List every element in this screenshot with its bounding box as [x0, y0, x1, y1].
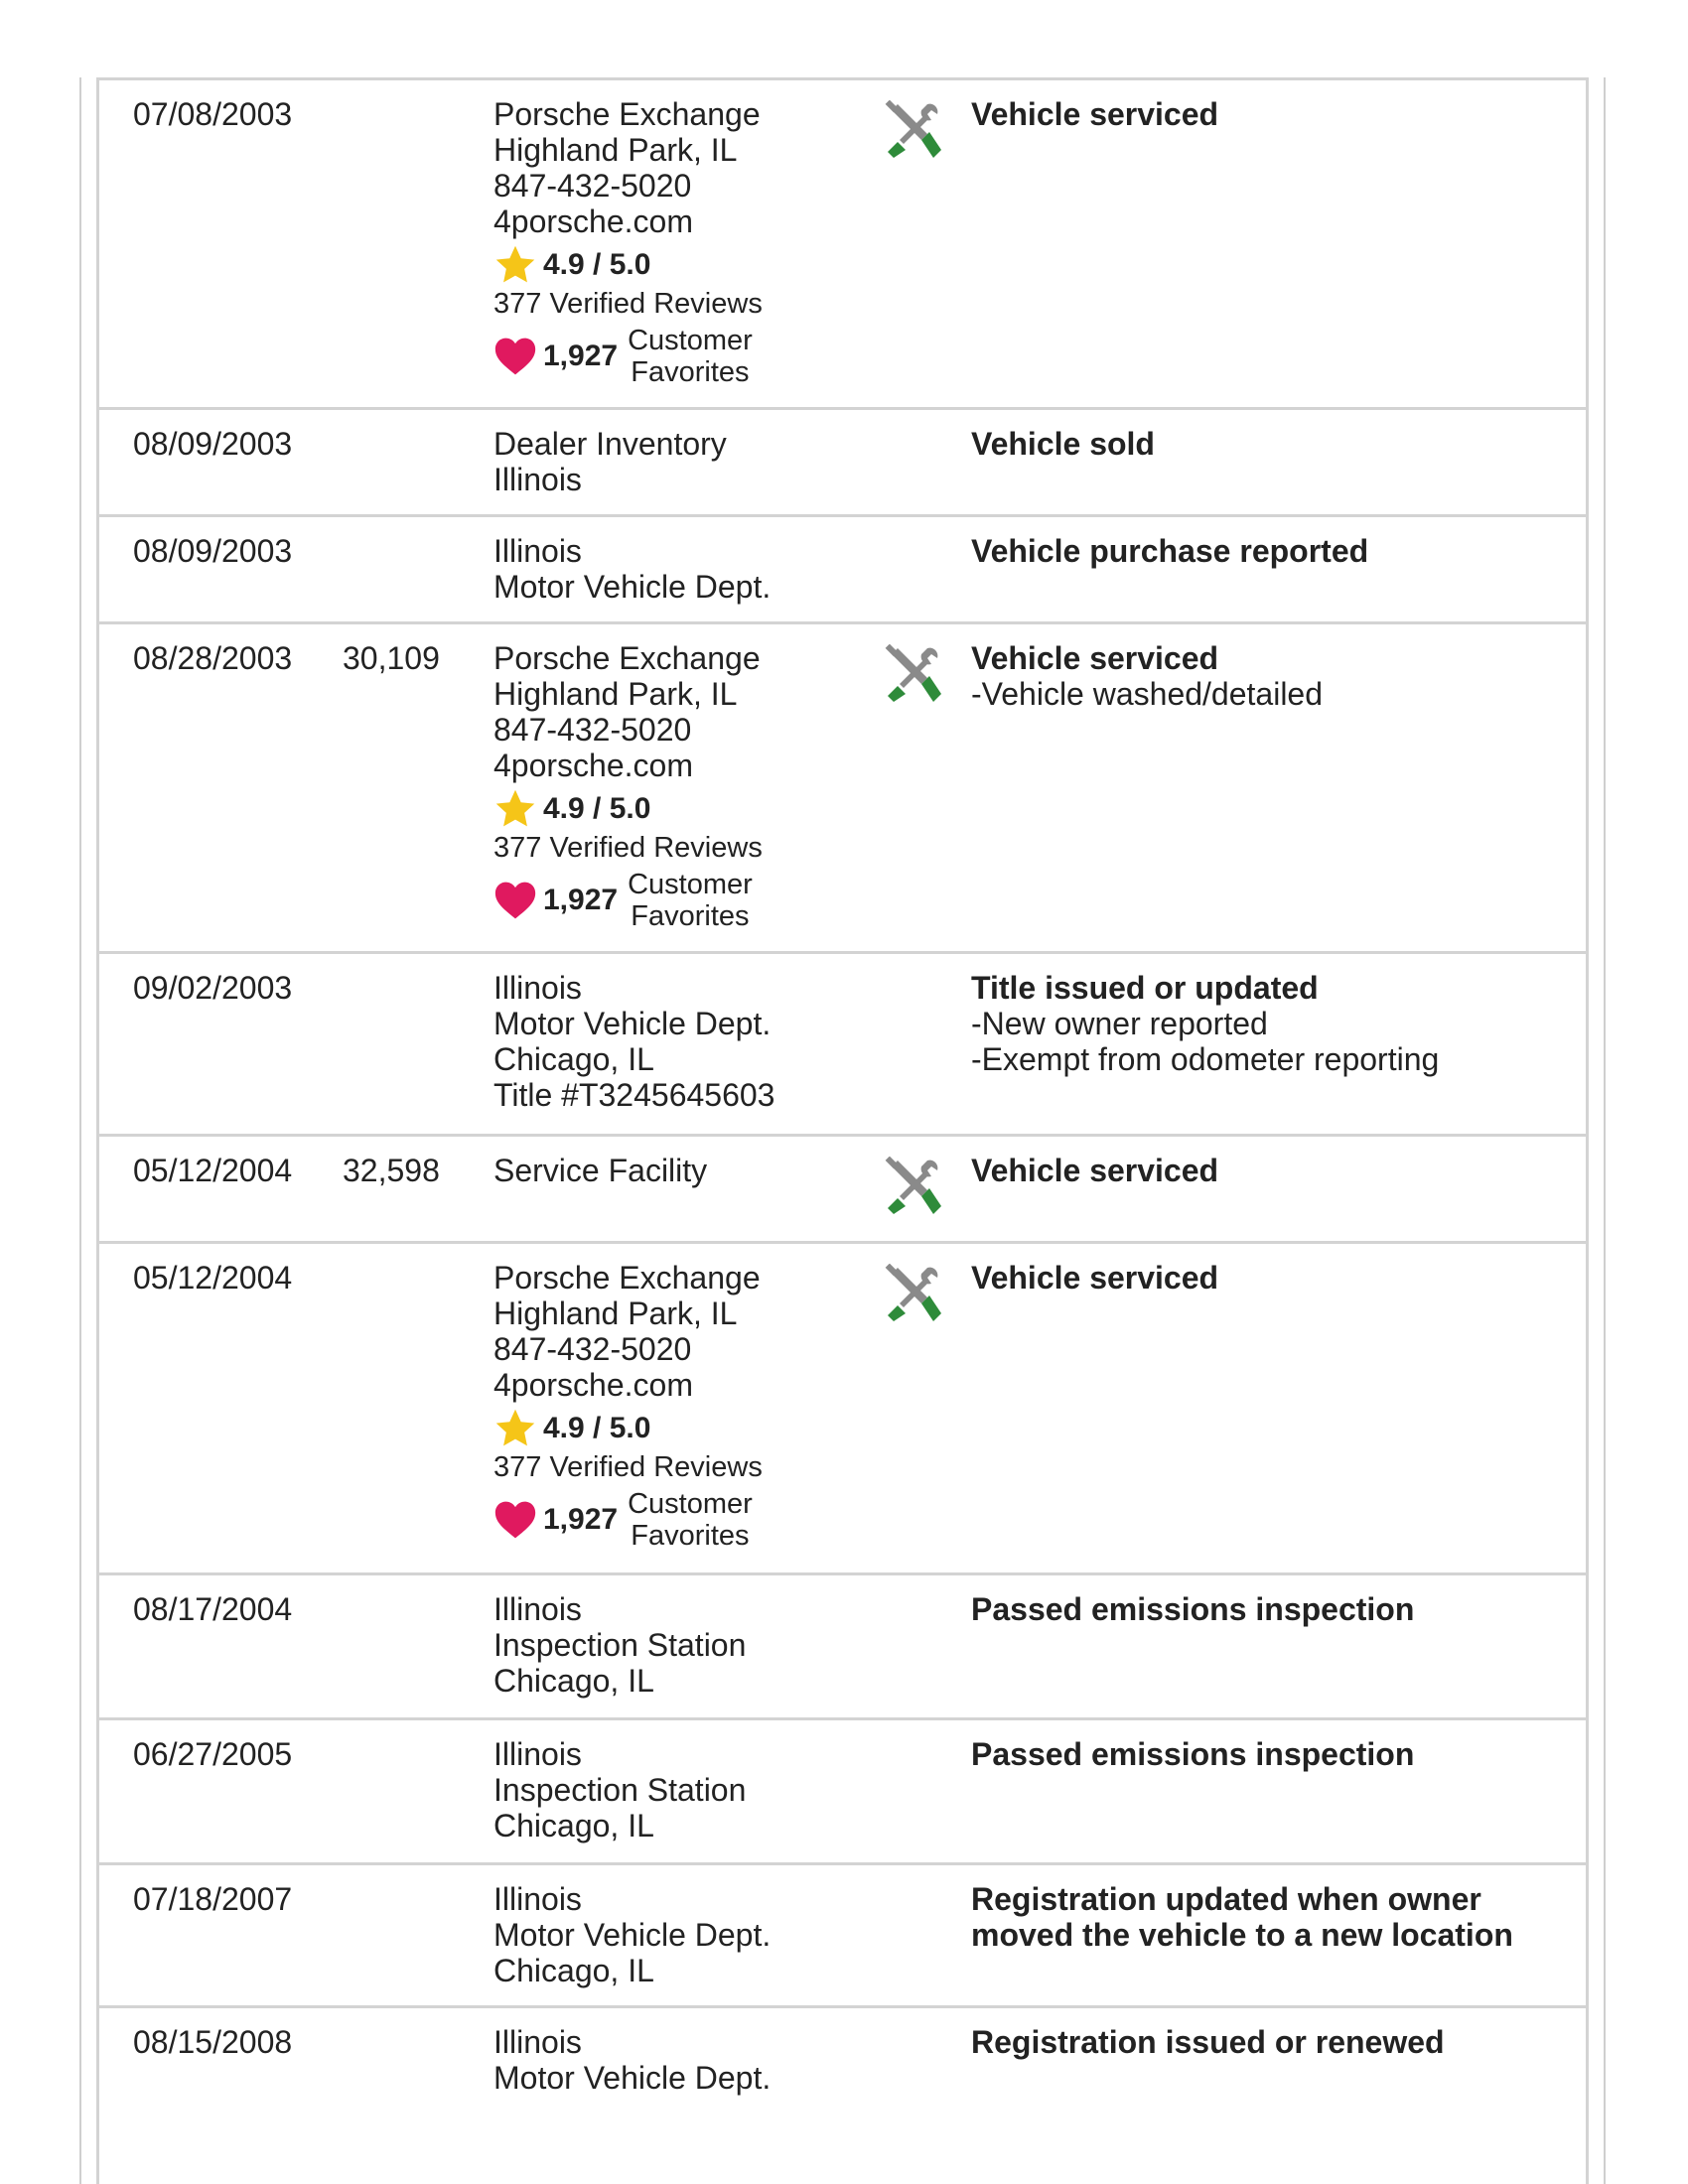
history-row — [99, 410, 1586, 517]
row-description — [971, 426, 1557, 462]
rating-score: 4.9 / 5.0 — [543, 248, 651, 281]
history-row — [99, 2008, 1586, 2147]
verified-reviews-link[interactable]: 377 Verified Reviews — [493, 832, 763, 864]
source-line: Chicago, IL — [493, 1953, 654, 1988]
source-line: Illinois — [493, 533, 582, 569]
source-line: Porsche Exchange — [493, 96, 761, 132]
history-row — [99, 1137, 1586, 1244]
row-odometer: 30,109 — [343, 640, 440, 676]
verified-reviews-link[interactable]: 377 Verified Reviews — [493, 288, 763, 320]
row-description — [971, 96, 1557, 132]
source-line: Dealer Inventory — [493, 426, 727, 462]
row-date: 08/17/2004 — [133, 1591, 293, 1627]
event-title: Vehicle sold — [971, 426, 1155, 462]
row-date: 05/12/2004 — [133, 1153, 293, 1188]
source-line: Inspection Station — [493, 1627, 747, 1663]
source-line: 847-432-5020 — [493, 168, 692, 204]
star-icon — [493, 243, 537, 287]
source-line: Highland Park, IL — [493, 676, 738, 712]
customer-favorites — [493, 325, 911, 388]
source-line: Porsche Exchange — [493, 1260, 761, 1296]
event-detail: -Vehicle washed/detailed — [971, 676, 1324, 712]
dealer-rating — [493, 1407, 911, 1450]
row-description — [971, 1260, 1557, 1296]
source-line: Chicago, IL — [493, 1041, 654, 1077]
dealer-website-link[interactable]: 4porsche.com — [493, 1367, 693, 1403]
source-line: Motor Vehicle Dept. — [493, 1917, 772, 1953]
source-line: Illinois — [493, 1591, 582, 1627]
event-title: Vehicle serviced — [971, 1153, 1219, 1188]
wrench-screwdriver-icon — [884, 1264, 943, 1323]
star-icon — [493, 1407, 537, 1450]
row-date: 07/08/2003 — [133, 96, 293, 132]
favorites-label-line: Customer — [628, 325, 753, 356]
event-detail: -New owner reported — [971, 1006, 1268, 1041]
history-row — [99, 80, 1586, 410]
source-line: Illinois — [493, 1736, 582, 1772]
history-row — [99, 517, 1586, 624]
dealer-rating — [493, 243, 911, 287]
row-description — [971, 1153, 1557, 1188]
history-row — [99, 1244, 1586, 1575]
event-title: Vehicle serviced — [971, 640, 1219, 676]
source-line: Motor Vehicle Dept. — [493, 1006, 772, 1041]
event-title: Passed emissions inspection — [971, 1736, 1415, 1772]
history-row — [99, 624, 1586, 954]
favorites-label-line: Favorites — [631, 900, 750, 932]
row-date: 08/28/2003 — [133, 640, 293, 676]
row-description — [971, 1591, 1557, 1627]
title-number: Title #T3245645603 — [493, 1077, 775, 1113]
row-description — [971, 1881, 1557, 1953]
rating-score: 4.9 / 5.0 — [543, 1412, 651, 1444]
wrench-screwdriver-icon — [884, 100, 943, 160]
history-row — [99, 1720, 1586, 1865]
favorites-count: 1,927 — [543, 1503, 619, 1536]
heart-icon — [493, 880, 537, 921]
customer-favorites — [493, 1488, 911, 1552]
source-line: 847-432-5020 — [493, 1331, 692, 1367]
source-line: Chicago, IL — [493, 1663, 654, 1699]
row-source — [493, 1260, 911, 1552]
row-source — [493, 426, 911, 497]
row-description — [971, 533, 1557, 569]
row-date: 09/02/2003 — [133, 970, 293, 1006]
heart-icon — [493, 1499, 537, 1541]
favorites-label — [628, 325, 753, 388]
event-title: Title issued or updated — [971, 970, 1319, 1006]
favorites-label-line: Favorites — [631, 356, 750, 388]
dealer-website-link[interactable]: 4porsche.com — [493, 748, 693, 783]
source-line: 847-432-5020 — [493, 712, 692, 748]
wrench-screwdriver-icon — [884, 1157, 943, 1216]
event-title: Vehicle serviced — [971, 96, 1219, 132]
history-row — [99, 954, 1586, 1137]
row-date: 05/12/2004 — [133, 1260, 293, 1296]
history-row — [99, 1865, 1586, 2008]
event-title: Registration issued or renewed — [971, 2024, 1445, 2060]
row-description — [971, 640, 1557, 712]
page-margin-line-right — [1604, 77, 1606, 2184]
source-line: Chicago, IL — [493, 1808, 654, 1843]
event-detail: -Exempt from odometer reporting — [971, 1041, 1440, 1077]
source-line: Highland Park, IL — [493, 1296, 738, 1331]
dealer-rating — [493, 787, 911, 831]
row-date: 07/18/2007 — [133, 1881, 293, 1917]
row-source — [493, 1736, 911, 1843]
row-source — [493, 970, 911, 1113]
star-icon — [493, 787, 537, 831]
source-line: Motor Vehicle Dept. — [493, 569, 772, 605]
row-source — [493, 1153, 911, 1188]
row-description — [971, 2024, 1557, 2060]
row-source — [493, 2024, 911, 2096]
row-source — [493, 640, 911, 932]
rating-score: 4.9 / 5.0 — [543, 792, 651, 825]
history-row — [99, 1575, 1586, 1720]
event-title: Registration updated when owner moved the vehicle to a new location — [971, 1881, 1513, 1953]
verified-reviews-link[interactable]: 377 Verified Reviews — [493, 1451, 763, 1483]
event-title: Passed emissions inspection — [971, 1591, 1415, 1627]
row-date: 06/27/2005 — [133, 1736, 293, 1772]
event-title: Vehicle serviced — [971, 1260, 1219, 1296]
favorites-label-line: Customer — [628, 1488, 753, 1520]
row-date: 08/15/2008 — [133, 2024, 293, 2060]
page-margin-line-left — [79, 77, 81, 2184]
favorites-label-line: Customer — [628, 869, 753, 900]
source-line: Illinois — [493, 462, 582, 497]
favorites-count: 1,927 — [543, 340, 619, 372]
row-description — [971, 1736, 1557, 1772]
favorites-label-line: Favorites — [631, 1520, 750, 1552]
row-source — [493, 1591, 911, 1699]
row-description — [971, 970, 1557, 1077]
wrench-screwdriver-icon — [884, 644, 943, 704]
source-line: Service Facility — [493, 1153, 708, 1188]
customer-favorites — [493, 869, 911, 932]
history-table — [96, 77, 1589, 2184]
source-line: Inspection Station — [493, 1772, 747, 1808]
favorites-count: 1,927 — [543, 884, 619, 916]
heart-icon — [493, 336, 537, 377]
favorites-label — [628, 1488, 753, 1552]
row-date: 08/09/2003 — [133, 533, 293, 569]
dealer-website-link[interactable]: 4porsche.com — [493, 204, 693, 239]
favorites-label — [628, 869, 753, 932]
source-line: Motor Vehicle Dept. — [493, 2060, 772, 2096]
source-line: Illinois — [493, 970, 582, 1006]
source-line: Illinois — [493, 2024, 582, 2060]
row-source — [493, 96, 911, 388]
row-source — [493, 533, 911, 605]
source-line: Illinois — [493, 1881, 582, 1917]
row-odometer: 32,598 — [343, 1153, 440, 1188]
row-date: 08/09/2003 — [133, 426, 293, 462]
source-line: Porsche Exchange — [493, 640, 761, 676]
source-line: Highland Park, IL — [493, 132, 738, 168]
event-title: Vehicle purchase reported — [971, 533, 1369, 569]
row-source — [493, 1881, 911, 1988]
